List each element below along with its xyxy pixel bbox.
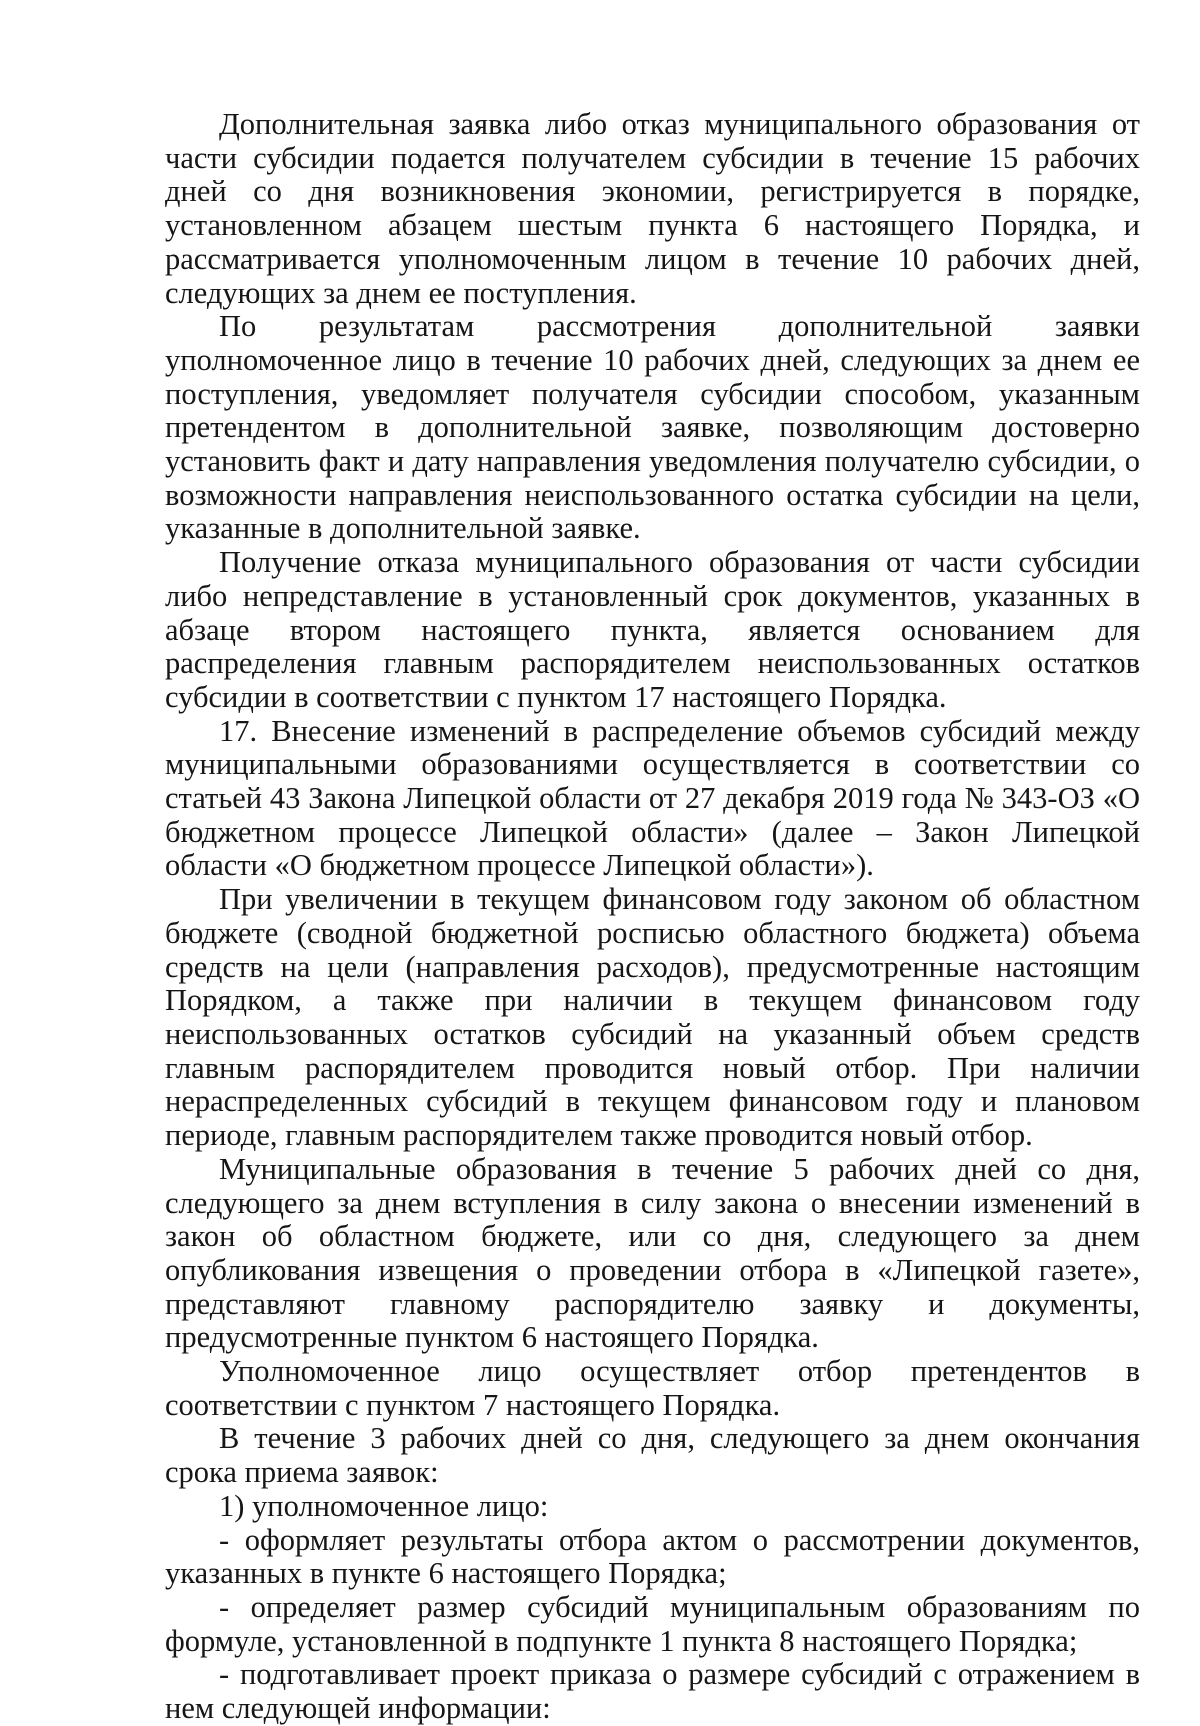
list-item-order-draft: - подготавливает проект приказа о размере субсидий с отражением в нем следующей информации:	[165, 1657, 1140, 1726]
list-item-selection-act: - оформляет результаты отбора актом о рассмотрении документов, указанных в пункте 6 настоящего Порядка;	[165, 1522, 1140, 1591]
list-item-subsidy-size: - определяет размер субсидий муниципальным образованиям по формуле, установленной в подпункте 1 пункта 8 настоящего Порядка;	[165, 1589, 1140, 1658]
paragraph-selection: Уполномоченное лицо осуществляет отбор претендентов в соответствии с пунктом 7 настоящего Порядка.	[165, 1354, 1140, 1422]
paragraph-additional-application: Дополнительная заявка либо отказ муниципального образования от части субсидии подается получателем субсидии в течение 15 рабочих дней со дня возникновения экономии, регистрируется в порядке, установленном абзацем шестым пункта 6 настоящего Порядка, и рассматривается уполномоченным лицом в течение 10 рабочих дней, следующих за днем ее поступления.	[165, 107, 1140, 310]
document-page	[165, 108, 1140, 1726]
paragraph-municipal-submission: Муниципальные образования в течение 5 рабочих дней со дня, следующего за днем вступления в силу закона о внесении изменений в закон об областном бюджете, или со дня, следующего за днем опубликования извещения о проведении отбора в «Липецкой газете», представляют главному распорядителю заявку и документы, предусмотренные пунктом 6 настоящего Порядка.	[165, 1151, 1140, 1355]
paragraph-budget-increase: При увеличении в текущем финансовом году законом об областном бюджете (сводной бюджетной росписью областного бюджета) объема средств на цели (направления расходов), предусмотренные настоящим Порядком, а также при наличии в текущем финансовом году неиспользованных остатков субсидий на указанный объем средств главным распорядителем проводится новый отбор. При наличии нераспределенных субсидий в текущем финансовом году и плановом периоде, главным распорядителем также проводится новый отбор.	[165, 882, 1140, 1153]
paragraph-review-results: По результатам рассмотрения дополнительной заявки уполномоченное лицо в течение 10 рабочих дней, следующих за днем ее поступления, уведомляет получателя субсидии способом, указанным претендентом в дополнительной заявке, позволяющим достоверно установить факт и дату направления уведомления получателю субсидии, о возможности направления неиспользованного остатка субсидии на цели, указанные в дополнительной заявке.	[165, 309, 1140, 546]
paragraph-refusal-receipt: Получение отказа муниципального образования от части субсидии либо непредставление в установленный срок документов, указанных в абзаце втором настоящего пункта, является основанием для распределения главным распорядителем неиспользованных остатков субсидии в соответствии с пунктом 17 настоящего Порядка.	[165, 545, 1140, 714]
paragraph-point-17: 17. Внесение изменений в распределение объемов субсидий между муниципальными образованиями осуществляется в соответствии со статьей 43 Закона Липецкой области от 27 декабря 2019 года № 343-ОЗ «О бюджетном процессе Липецкой области» (далее – Закон Липецкой области «О бюджетном процессе Липецкой области»).	[165, 713, 1140, 883]
paragraph-three-days: В течение 3 рабочих дней со дня, следующего за днем окончания срока приема заявок:	[165, 1421, 1140, 1490]
list-item-authorized-person: 1) уполномоченное лицо:	[219, 1488, 549, 1523]
